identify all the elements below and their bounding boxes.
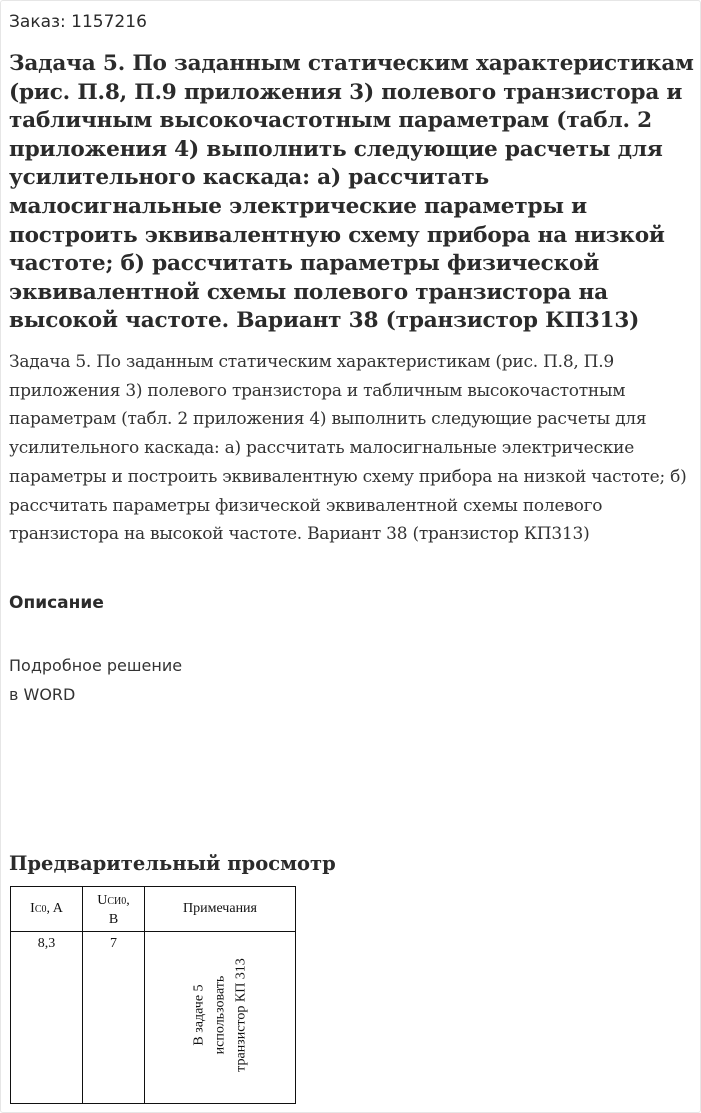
description-heading: Описание [9, 593, 104, 613]
preview-table [10, 886, 296, 1104]
task-title: Задача 5. По заданным статическим характеристикам (рис. П.8, П.9 приложения 3) полевого транзистора и табличным высокочастотным параметрам (табл. 2 приложения 4) выполнить следующие расчеты для усилительного каскада: а) рассчитать малосигнальные электрические параметры и построить эквивалентную схему прибора на низкой частоте; б) рассчитать параметры физической эквивалентной схемы полевого транзистора на высокой частоте. Вариант 38 (транзистор КП313) [9, 51, 694, 334]
cell-ucu0: 7 [83, 932, 145, 1104]
table-row [11, 932, 296, 1104]
preview-heading: Предварительный просмотр [9, 852, 336, 875]
solution-line: Подробное решение [9, 656, 183, 675]
solution-note [9, 652, 182, 709]
task-description: Задача 5. По заданным статическим характеристикам (рис. П.8, П.9 приложения 3) полевого транзистора и табличным высокочастотным параметрам (табл. 2 приложения 4) выполнить следующие расчеты для усилительного каскада: а) рассчитать малосигнальные электрические параметры и построить эквивалентную схему прибора на низкой частоте; б) рассчитать параметры физической эквивалентной схемы полевого транзистора на высокой частоте. Вариант 38 (транзистор КП313) [9, 352, 687, 545]
table-header-row [11, 887, 296, 932]
solution-line: в WORD [9, 684, 76, 704]
header-ic0: IC0, A [11, 887, 83, 932]
cell-ic0: 8,3 [11, 932, 83, 1104]
cell-notes [145, 932, 296, 1104]
header-notes: Примечания [145, 887, 296, 932]
order-number: Заказ: 1157216 [9, 12, 147, 32]
note-rotated-text: В задаче 5 использовать транзистор КП 313 [191, 958, 249, 1072]
header-ucu0: UСИ0, B [83, 887, 145, 932]
